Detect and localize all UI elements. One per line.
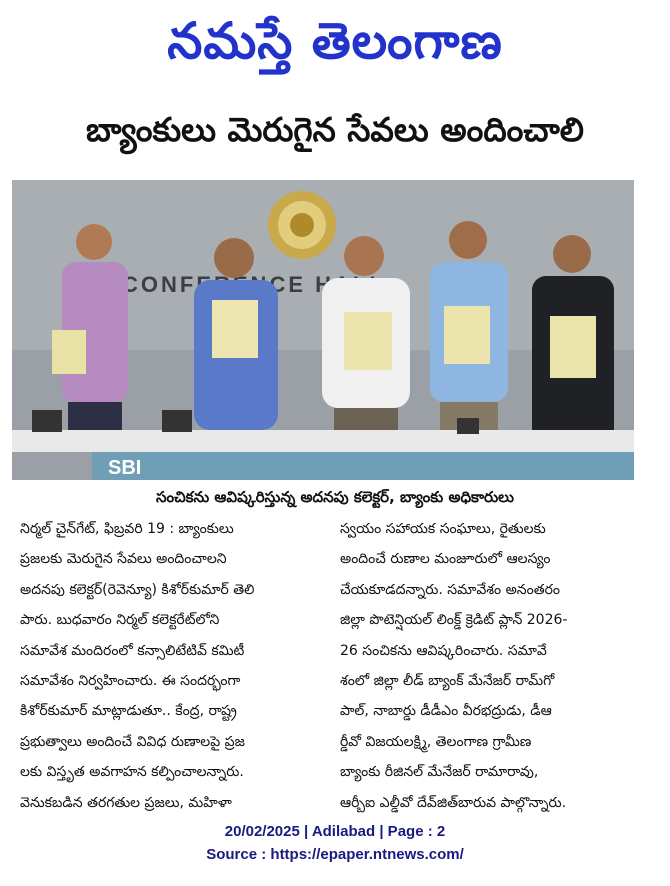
article-line: నిర్మల్ చైన్‌గేట్, ఫిబ్రవరి 19 : బ్యాంకులు: [20, 521, 234, 537]
article-line: ప్రజలకు మెరుగైన సేవలు అందించాలని: [20, 551, 227, 568]
article-line: ప్రభుత్వాలు అందించే వివిధ రుణాలపై ప్రజ: [20, 733, 245, 750]
article-line: లకు విస్తృత అవగాహన కల్పించాలన్నారు.: [20, 764, 244, 781]
article-line: పారు. బుధవారం నిర్మల్ కలెక్టరేట్‌లోని: [20, 612, 220, 629]
article-line: చేయకూడదన్నారు. సమావేశం అనంతరం: [340, 581, 561, 598]
article-body: [10, 514, 660, 811]
article-line: అందించే రుణాల మంజూరులో ఆలస్యం: [340, 551, 551, 568]
article-line: ఆర్బీఐ ఎల్డీవో దేవ్‌జిత్‌బారువ పాల్గొన్నారు.: [340, 794, 567, 811]
footer: [0, 820, 670, 866]
article-column-left: [20, 514, 324, 818]
masthead-logo: నమస్తే తెలంగాణ: [167, 12, 503, 70]
headline: బ్యాంకులు మెరుగైన సేవలు అందించాలి: [86, 110, 584, 149]
article-column-right: [340, 514, 644, 818]
article-line: అదనపు కలెక్టర్(రెవెన్యూ) కిశోర్‌కుమార్ తెలి: [20, 581, 255, 598]
article-line: 26 సంచికను ఆవిష్కరించారు. సమావే: [340, 642, 547, 659]
banner-logo: SBI: [108, 457, 142, 479]
article-line: ర్డీవో విజయలక్ష్మి, తెలంగాణ గ్రామీణ: [340, 733, 532, 750]
article-line: వెనుకబడిన తరగతుల ప్రజలు, మహిళా: [20, 794, 232, 811]
article-line: స్వయం సహాయక సంఘాలు, రైతులకు: [340, 521, 546, 537]
footer-date-line: 20/02/2025 | Adilabad | Page : 2: [224, 823, 446, 840]
article-line: శంలో జిల్లా లీడ్ బ్యాంక్ మేనేజర్ రామ్‌గో: [340, 673, 555, 690]
footer-source-line: Source : https://epaper.ntnews.com/: [206, 846, 464, 863]
photo-caption: సంచికను ఆవిష్కరిస్తున్న అదనపు కలెక్టర్, బ్యాంకు అధికారులు: [156, 488, 514, 506]
article-line: బ్యాంకు రీజినల్ మేనేజర్ రామారావు,: [340, 764, 539, 781]
article-line: కిశోర్‌కుమార్ మాట్లాడుతూ.. కేంద్ర, రాష్ట్ర: [20, 703, 237, 720]
news-photo: [12, 180, 634, 480]
article-line: జిల్లా పొటెన్షియల్ లింక్డ్ క్రెడిట్ ప్లాన్ 2026-: [340, 612, 568, 629]
conference-table: [12, 430, 634, 452]
article-line: సమావేశం నిర్వహించారు. ఈ సందర్భంగా: [20, 673, 241, 690]
photo-illustration: [12, 180, 634, 480]
article-line: పాల్, నాబార్డు డీడీఎం వీరభద్రుడు, డీఆ: [340, 703, 552, 720]
sbi-banner: [92, 452, 634, 480]
article-line: సమావేశ మందిరంలో కన్సాలిటేటివ్ కమిటీ: [20, 642, 245, 659]
